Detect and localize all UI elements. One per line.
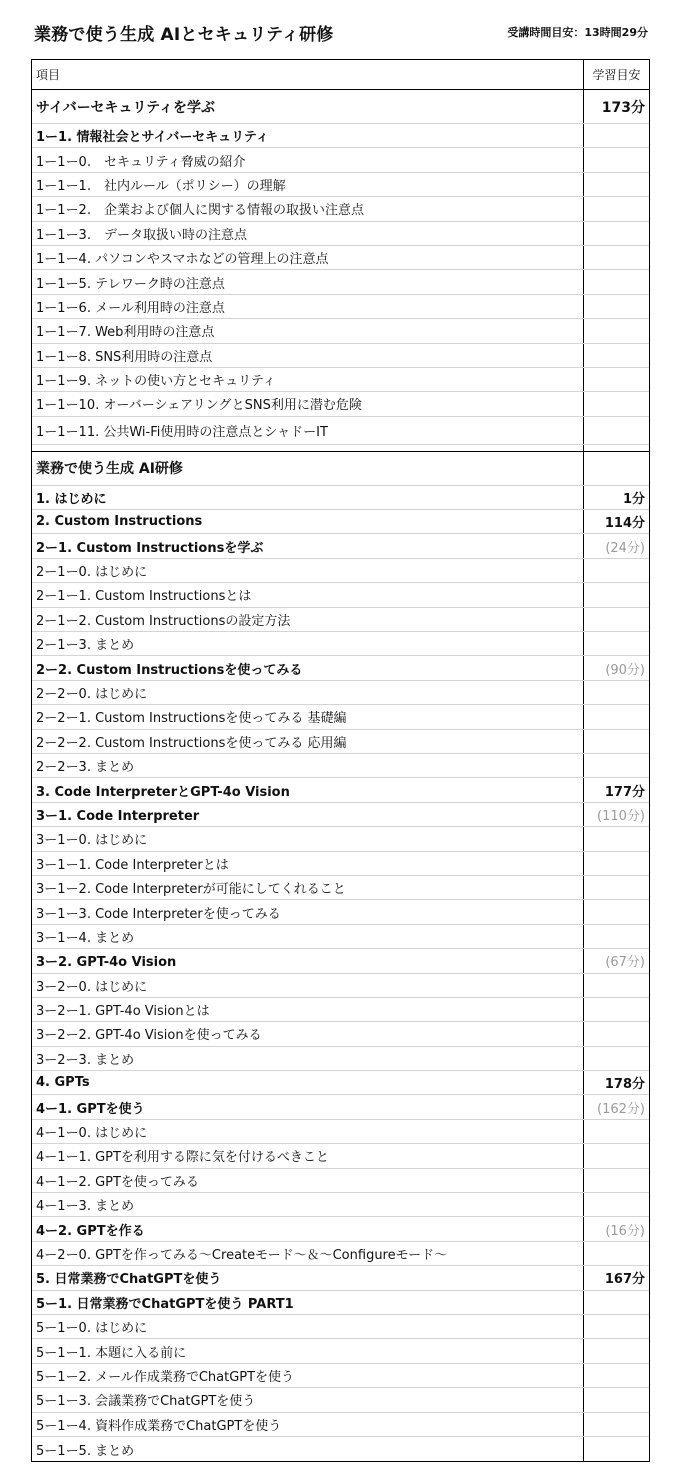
row-label: 3ー1ー4. まとめ [36, 930, 135, 946]
row-duration [584, 1120, 649, 1143]
row-duration [584, 1315, 649, 1338]
table-row [32, 583, 649, 607]
row-label: 2ー1ー1. Custom Instructionsとは [36, 589, 252, 605]
row-label: 5ー1ー2. メール作成業務でChatGPTを使う [36, 1369, 295, 1385]
table-row [32, 173, 649, 197]
table-row [32, 417, 649, 445]
table-row [32, 1388, 649, 1412]
row-duration: (90分) [605, 662, 645, 678]
table-row [32, 998, 649, 1022]
row-duration: 114分 [604, 516, 645, 532]
row-duration [584, 1364, 649, 1387]
row-duration [584, 681, 649, 704]
row-label: 2ー2ー2. Custom Instructionsを使ってみる 応用編 [36, 735, 347, 751]
table-row [32, 1120, 649, 1144]
document-title: 業務で使う生成 AIとセキュリティ研修 [34, 25, 334, 45]
row-duration: 173分 [601, 99, 645, 116]
row-label: 2ー1ー0. はじめに [36, 565, 148, 581]
row-label: 4ー1ー0. はじめに [36, 1126, 148, 1142]
row-label: 3ー1. Code Interpreter [36, 808, 200, 824]
row-duration [584, 319, 649, 342]
row-label: 1ー1ー4. パソコンやスマホなどの管理上の注意点 [36, 252, 329, 268]
table-row [32, 1047, 649, 1071]
row-label: 2ー1ー3. まとめ [36, 638, 135, 654]
row-label: 1ー1ー10. オーバーシェアリングとSNS利用に潜む危険 [36, 398, 362, 414]
chapter-row [32, 486, 649, 510]
row-label: 4ー2ー0. GPTを作ってみる～Createモード～＆～Configureモード～ [36, 1247, 448, 1263]
row-label: 1ー1ー1. 社内ルール（ポリシー）の理解 [36, 178, 286, 194]
row-duration [584, 827, 649, 850]
row-label: 1ー1ー7. Web利用時の注意点 [36, 325, 215, 341]
row-label: 3ー2ー0. はじめに [36, 979, 148, 995]
row-label: 4ー1ー3. まとめ [36, 1199, 135, 1215]
row-label: 1ー1ー5. テレワーク時の注意点 [36, 276, 225, 292]
table-row [32, 222, 649, 246]
row-label: 1ー1ー3. データ取扱い時の注意点 [36, 227, 247, 243]
row-duration: (24分) [605, 540, 645, 556]
row-duration [584, 1047, 649, 1070]
table-row [32, 730, 649, 754]
row-duration [584, 124, 649, 147]
table-row [32, 827, 649, 851]
row-duration [584, 1022, 649, 1045]
row-duration: 178分 [604, 1077, 645, 1093]
row-duration [584, 730, 649, 753]
table-row [32, 1022, 649, 1046]
table-row [32, 754, 649, 778]
row-duration [584, 1413, 649, 1436]
section-heading-row [32, 90, 649, 124]
row-duration [584, 270, 649, 293]
table-row [32, 559, 649, 583]
row-label: 1ー1ー11. 公共Wi-Fi使用時の注意点とシャドーIT [36, 424, 328, 440]
chapter-row [32, 1217, 649, 1241]
row-duration: (16分) [605, 1223, 645, 1239]
table-body [32, 90, 649, 1461]
header-item: 項目 [36, 68, 61, 82]
table-row [32, 1242, 649, 1266]
row-label: 1ー1ー8. SNS利用時の注意点 [36, 349, 213, 365]
chapter-row [32, 949, 649, 973]
row-label: 1ー1ー6. メール利用時の注意点 [36, 300, 225, 316]
chapter-row [32, 124, 649, 148]
row-duration [584, 1339, 649, 1362]
row-duration [584, 173, 649, 196]
row-label: 1. はじめに [36, 491, 107, 507]
row-duration [584, 344, 649, 367]
table-row [32, 632, 649, 656]
table-row [32, 246, 649, 270]
row-duration [584, 1144, 649, 1167]
row-label: 2ー1. Custom Instructionsを学ぶ [36, 540, 264, 556]
table-row [32, 974, 649, 998]
row-label: 2ー2ー1. Custom Instructionsを使ってみる 基礎編 [36, 711, 347, 727]
row-duration: 1分 [622, 491, 645, 507]
row-label: 3ー2ー1. GPT-4o Visionとは [36, 1004, 210, 1020]
row-label: 3ー2ー2. GPT-4o Visionを使ってみる [36, 1028, 262, 1044]
row-duration: (162分) [597, 1101, 645, 1117]
row-label: 3ー2. GPT-4o Vision [36, 955, 177, 971]
row-duration [584, 1437, 649, 1461]
row-label: 1ー1ー0. セキュリティ脅威の紹介 [36, 154, 246, 170]
row-label: 4. GPTs [36, 1075, 90, 1091]
row-duration: (67分) [605, 955, 645, 971]
row-label: 5ー1ー1. 本題に入る前に [36, 1345, 187, 1361]
header-duration: 学習目安 [592, 68, 641, 82]
chapter-row [32, 1071, 649, 1095]
row-label: 3ー1ー0. はじめに [36, 833, 148, 849]
row-label: 5ー1ー5. まとめ [36, 1443, 135, 1459]
row-label: 1ー1ー2. 企業および個人に関する情報の取扱い注意点 [36, 203, 364, 219]
table-row [32, 1169, 649, 1193]
table-row [32, 1437, 649, 1461]
table-row [32, 705, 649, 729]
chapter-row [32, 803, 649, 827]
row-label: 2. Custom Instructions [36, 514, 203, 530]
table-row [32, 1144, 649, 1168]
row-duration [584, 368, 649, 391]
row-label: 5ー1. 日常業務でChatGPTを使う PART1 [36, 1296, 294, 1312]
row-label: 4ー1. GPTを使う [36, 1101, 145, 1117]
row-label: 4ー1ー2. GPTを使ってみる [36, 1174, 199, 1190]
row-duration [584, 222, 649, 245]
table-row [32, 319, 649, 343]
row-label: 3ー1ー3. Code Interpreterを使ってみる [36, 906, 281, 922]
row-duration [584, 197, 649, 220]
row-label: 4ー1ー1. GPTを利用する際に気を付けるべきこと [36, 1150, 329, 1166]
table-row [32, 392, 649, 416]
table-row [32, 900, 649, 924]
table-row [32, 148, 649, 172]
row-label: 業務で使う生成 AI研修 [36, 461, 183, 478]
row-label: 3ー2ー3. まとめ [36, 1052, 135, 1068]
table-row [32, 368, 649, 392]
row-label: 4ー2. GPTを作る [36, 1223, 145, 1239]
table-row [32, 925, 649, 949]
row-label: 3ー1ー1. Code Interpreterとは [36, 857, 229, 873]
table-row [32, 852, 649, 876]
row-label: 5ー1ー3. 会議業務でChatGPTを使う [36, 1394, 256, 1410]
row-duration [584, 705, 649, 728]
table-row [32, 1193, 649, 1217]
row-duration [584, 925, 649, 948]
chapter-row [32, 534, 649, 558]
row-duration [584, 246, 649, 269]
row-duration: (110分) [597, 808, 645, 824]
row-duration [584, 1169, 649, 1192]
row-label: 2ー2. Custom Instructionsを使ってみる [36, 662, 303, 678]
row-label: 5ー1ー0. はじめに [36, 1321, 148, 1337]
table-row [32, 1339, 649, 1363]
row-label: 5ー1ー4. 資料作成業務でChatGPTを使う [36, 1418, 282, 1434]
chapter-row [32, 778, 649, 802]
row-duration [584, 632, 649, 655]
table-row [32, 1364, 649, 1388]
document-header [32, 20, 650, 48]
row-label: 5. 日常業務でChatGPTを使う [36, 1272, 222, 1288]
row-duration [584, 754, 649, 777]
chapter-row [32, 1266, 649, 1290]
row-duration [584, 1291, 649, 1314]
table-row [32, 608, 649, 632]
row-duration: 167分 [604, 1272, 645, 1288]
row-duration [584, 295, 649, 318]
section-separator [32, 445, 649, 452]
row-duration [584, 1193, 649, 1216]
row-duration [584, 974, 649, 997]
row-label: 1ー1. 情報社会とサイバーセキュリティ [36, 130, 269, 146]
row-label: 3ー1ー2. Code Interpreterが可能にしてくれること [36, 882, 346, 898]
row-duration [584, 148, 649, 171]
row-duration [584, 559, 649, 582]
row-label: 2ー2ー3. まとめ [36, 760, 135, 776]
table-row [32, 1315, 649, 1339]
row-label: サイバーセキュリティを学ぶ [36, 99, 216, 116]
row-duration [584, 392, 649, 415]
table-row [32, 295, 649, 319]
row-duration [584, 998, 649, 1021]
row-label: 2ー1ー2. Custom Instructionsの設定方法 [36, 613, 291, 629]
study-time-estimate: 受講時間目安：13時間29分 [507, 26, 648, 39]
row-duration [584, 1388, 649, 1411]
section-heading-row [32, 452, 649, 486]
table-header-row [32, 60, 649, 90]
table-row [32, 876, 649, 900]
curriculum-table [31, 59, 650, 1462]
chapter-row [32, 1291, 649, 1315]
table-row [32, 681, 649, 705]
row-duration [584, 417, 649, 444]
chapter-row [32, 656, 649, 680]
row-label: 2ー2ー0. はじめに [36, 687, 148, 702]
row-duration [584, 452, 649, 485]
row-label: 3. Code InterpreterとGPT-4o Vision [36, 784, 290, 800]
table-row [32, 270, 649, 294]
row-duration [584, 876, 649, 899]
table-row [32, 197, 649, 221]
row-label: 1ー1ー9. ネットの使い方とセキュリティ [36, 374, 276, 390]
row-duration [584, 852, 649, 875]
chapter-row [32, 510, 649, 534]
table-row [32, 344, 649, 368]
row-duration [584, 583, 649, 606]
chapter-row [32, 1095, 649, 1119]
row-duration [584, 608, 649, 631]
table-row [32, 1413, 649, 1437]
row-duration [584, 1242, 649, 1265]
row-duration [584, 900, 649, 923]
row-duration: 177分 [604, 784, 645, 800]
